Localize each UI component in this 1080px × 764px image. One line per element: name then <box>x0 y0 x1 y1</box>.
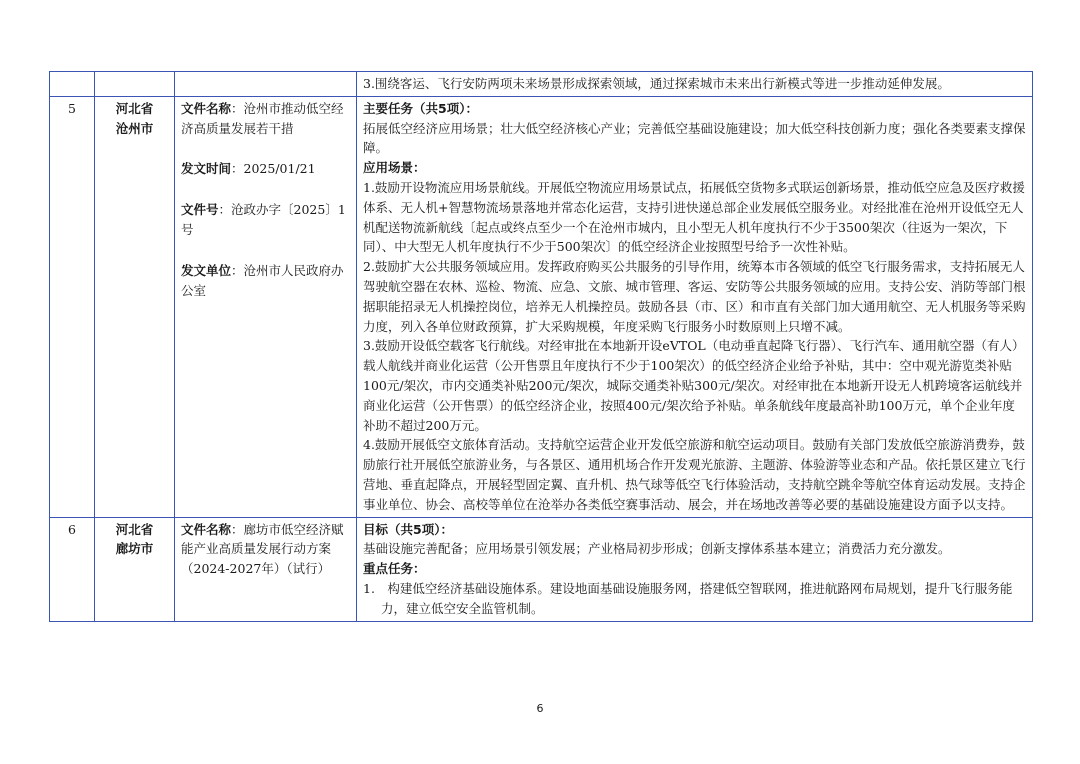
region-cell <box>95 96 175 517</box>
file-name-value: ：廊坊市低空经济赋能产业高质量发展行动方案（2024-2027年）（试行） <box>181 521 344 577</box>
page-number: 6 <box>536 702 544 715</box>
table-row <box>50 96 1033 517</box>
content-line: 3.围绕客运、飞行安防两项未来场景形成探索领域，通过探索城市未来出行新模式等进一步推动延伸发展。 <box>363 76 950 91</box>
scene-item: 4.鼓励开展低空文旅体育活动。支持航空运营企业开发低空旅游和航空运动项目。鼓励有关部门发放低空旅游消费券，鼓励旅行社开展低空旅游业务，与各景区、通用机场合作开发观光旅游、主题游、体验游等业态和产品。依托景区建立飞行营地、垂直起降点，开展轻型固定翼、直升机、热气球等低空飞行体验活动，支持航空跳伞等航空体育运动发展。支持企事业单位、协会、高校等单位在沧举办各类低空赛事活动、展会，并在场地改善等必要的基础设施建设方面予以支持。 <box>363 437 1026 512</box>
issuer-label: 发文单位 <box>181 262 232 278</box>
date-label: 发文时间 <box>181 161 232 177</box>
row-number: 6 <box>50 517 95 621</box>
doc-number-field <box>181 200 350 240</box>
doc-number-value: ：沧政办字〔2025〕1号 <box>181 202 346 237</box>
doc-number-label: 文件号 <box>181 202 219 218</box>
tasks-text: 拓展低空经济应用场景；壮大低空经济核心产业；完善低空基础设施建设；加大低空科技创新力度；强化各类要素支撑保障。 <box>363 120 1026 156</box>
issuer-field <box>181 261 350 301</box>
region-cell <box>95 72 175 97</box>
content-cell <box>357 517 1033 621</box>
province-name: 河北省 <box>115 521 154 537</box>
file-name-label: 文件名称 <box>181 100 232 116</box>
file-name-field <box>181 99 350 139</box>
table-row <box>50 72 1033 97</box>
row-number: 5 <box>50 96 95 517</box>
region-cell <box>95 517 175 621</box>
content-cell <box>357 72 1033 97</box>
tasks-heading: 主要任务（共5项）： <box>363 100 478 116</box>
date-field <box>181 159 350 179</box>
date-value: ：2025/01/21 <box>231 161 316 177</box>
table-row <box>50 517 1033 621</box>
city-name: 廊坊市 <box>115 541 154 557</box>
file-info-cell <box>175 72 357 97</box>
goals-text: 基础设施完善配备；应用场景引领发展；产业格局初步形成；创新支撑体系基本建立；消费活力充分激发。 <box>363 541 951 557</box>
scenes-heading: 应用场景： <box>363 160 426 176</box>
number-cell <box>50 72 95 97</box>
file-name-field <box>181 520 350 579</box>
task-item: 1. 构建低空经济基础设施体系。建设地面基础设施服务网，搭建低空智联网，推进航路网布局规划，提升飞行服务能力，建立低空安全监管机制。 <box>363 580 1013 616</box>
issuer-value: ：沧州市人民政府办公室 <box>181 262 344 298</box>
key-tasks-heading: 重点任务： <box>363 561 426 577</box>
file-name-label: 文件名称 <box>181 521 232 537</box>
province-name: 河北省 <box>115 100 154 116</box>
scene-item: 1.鼓励开设物流应用场景航线。开展低空物流应用场景试点，拓展低空货物多式联运创新场景，推动低空应急及医疗救援体系、无人机+智慧物流场景落地并常态化运营，支持引进快递总部企业发展低空服务业。对经批准在沧州开设低空无人机配送物流新航线〔起点或终点至少一个在沧州市城内，且小型无人机年度执行不少于3500架次（往返为一架次，下同）、中大型无人机年度执行不少于500架次〕的低空经济企业按照型号给予一次性补贴。 <box>363 179 1025 255</box>
city-name: 沧州市 <box>115 120 154 136</box>
scene-item: 2.鼓励扩大公共服务领域应用。发挥政府购买公共服务的引导作用，统筹本市各领域的低空飞行服务需求，支持拓展无人驾驶航空器在农林、巡检、物流、应急、文旅、城市管理、客运、安防等公共服务领域的应用。支持公安、消防等部门根据职能招录无人机操控岗位，培养无人机操控员。鼓励各县（市、区）和市直有关部门加大通用航空、无人机服务等采购力度，列入各单位财政预算，扩大采购规模，年度采购飞行服务小时数原则上只增不减。 <box>363 259 1026 334</box>
policy-table <box>49 71 1033 622</box>
file-info-cell <box>175 517 357 621</box>
goals-heading: 目标（共5项）： <box>363 521 453 537</box>
file-name-value: ：沧州市推动低空经济高质量发展若干措 <box>181 100 344 136</box>
file-info-cell <box>175 96 357 517</box>
scene-item: 3.鼓励开设低空载客飞行航线。对经审批在本地新开设eVTOL（电动垂直起降飞行器）、飞行汽车、通用航空器（有人）载人航线并商业化运营（公开售票且年度执行不少于100架次）的低空经济企业给予补贴，其中：空中观光游览类补贴100元/架次，市内交通类补贴200元/架次，城际交通类补贴300元/架次。对经审批在本地新开设无人机跨境客运航线并商业化运营（公开售票）的低空经济企业，按照400元/架次给予补贴。单条航线年度最高补助100万元，单个企业年度补助不超过200万元。 <box>363 338 1025 433</box>
content-cell <box>357 96 1033 517</box>
